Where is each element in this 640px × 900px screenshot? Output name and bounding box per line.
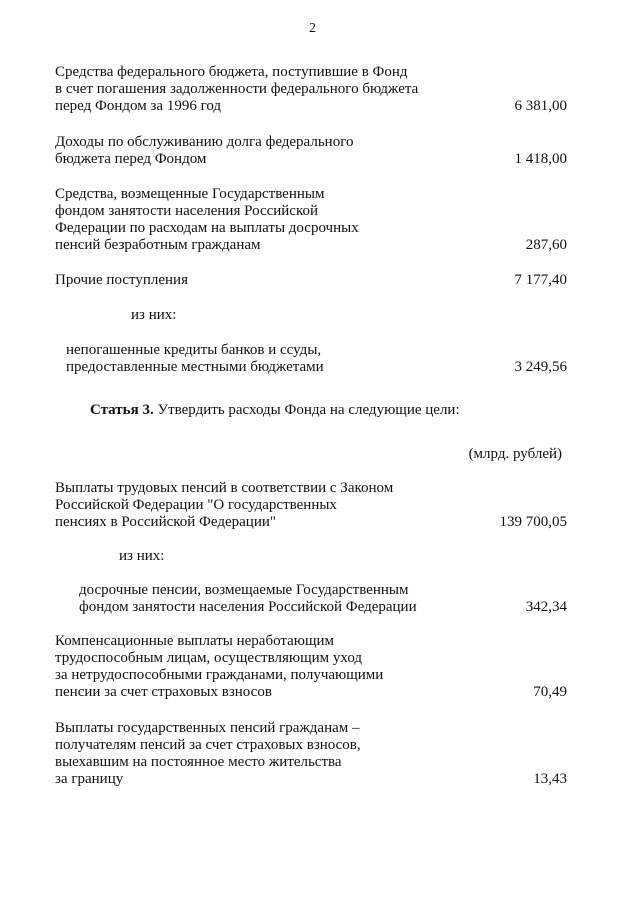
expense-item-abroad-pensions: [55, 720, 567, 788]
item-label: Средства федерального бюджета, поступившие в Фонд в счет погашения задолженности федерального бюджета перед Фондом за 1996 год: [55, 64, 419, 114]
item-label: Доходы по обслуживанию долга федерального бюджета перед Фондом: [55, 134, 354, 167]
expense-item-labor-pensions: [55, 480, 567, 531]
item-amount: 342,34: [525, 599, 567, 615]
item-label: Компенсационные выплаты неработающим трудоспособным лицам, осуществляющим уход за нетрудоспособными гражданами, получающими пенсии за счет страховых взносов: [55, 633, 384, 700]
item-amount: 6 381,00: [514, 98, 567, 114]
income-item-employment-fund: [55, 186, 567, 254]
of-which-label: из них:: [131, 307, 177, 323]
item-label: Средства, возмещенные Государственным фондом занятости населения Российской Федерации по расходам на выплаты досрочных пенсий безработным гражданам: [55, 186, 359, 253]
expense-item-compensation: [55, 633, 567, 701]
item-amount: 3 249,56: [514, 359, 567, 375]
item-label: Прочие поступления: [55, 272, 188, 288]
article-text: Утвердить расходы Фонда на следующие цели:: [153, 402, 460, 418]
item-amount: 1 418,00: [514, 151, 567, 167]
item-label: досрочные пенсии, возмещаемые Государственным фондом занятости населения Российской Федерации: [79, 582, 417, 615]
item-label: Выплаты государственных пенсий гражданам – получателям пенсий за счет страховых взносов, выехавшим на постоянное место жительства за границу: [55, 720, 361, 787]
item-label: непогашенные кредиты банков и ссуды, предоставленные местными бюджетами: [66, 342, 324, 375]
units-label: (млрд. рублей): [468, 446, 562, 462]
article-heading: [90, 402, 460, 419]
item-amount: 13,43: [533, 771, 567, 787]
income-item-debt-service: [55, 134, 567, 168]
income-item-federal-budget: [55, 64, 567, 115]
item-amount: 139 700,05: [499, 514, 567, 530]
item-amount: 70,49: [533, 684, 567, 700]
sub-income-item: [66, 342, 567, 376]
sub-expense-item: [79, 582, 567, 616]
income-item-other: [55, 272, 567, 289]
of-which-label: из них:: [119, 548, 165, 564]
article-number: Статья 3.: [90, 402, 154, 418]
item-amount: 287,60: [525, 237, 567, 253]
item-label: Выплаты трудовых пенсий в соответствии с Законом Российской Федерации "О государственных пенсиях в Российской Федерации": [55, 480, 394, 530]
item-amount: 7 177,40: [514, 272, 567, 288]
page-number: 2: [309, 21, 316, 36]
